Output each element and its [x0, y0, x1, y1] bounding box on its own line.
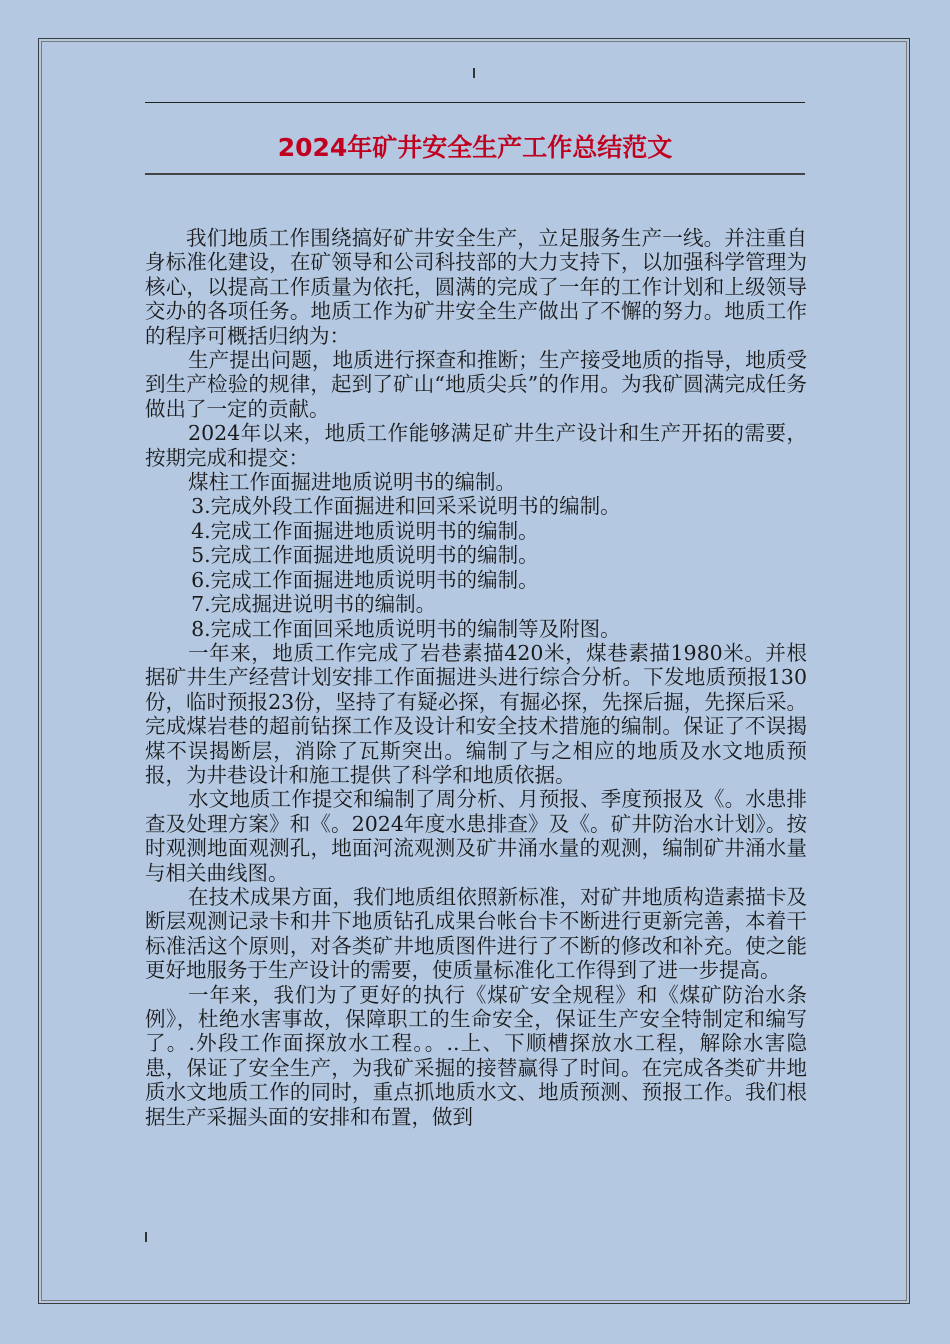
paragraph: 在技术成果方面，我们地质组依照新标准，对矿井地质构造素描卡及断层观测记录卡和井下地质钻孔成果台帐台卡不断进行更新完善，本着干标准活这个原则，对各类矿井地质图件进行了不断的修改和补充。使之能更好地服务于生产设计的需要，使质量标准化工作得到了进一步提高。: [145, 884, 807, 983]
paragraph: 我们地质工作围绕搞好矿井安全生产，立足服务生产一线。并注重自身标准化建设，在矿领导和公司科技部的大力支持下，以加强科学管理为核心，以提高工作质量为依托，圆满的完成了一年的工作计划和上级领导交办的各项任务。地质工作为矿井安全生产做出了不懈的努力。地质工作的程序可概括归纳为：: [145, 226, 807, 348]
document-body: [145, 226, 807, 1129]
header-rule: [145, 102, 805, 103]
list-item: 煤柱工作面掘进地质说明书的编制。: [188, 470, 517, 495]
list-item: 7.完成掘进说明书的编制。: [191, 592, 437, 617]
list-item: 8.完成工作面回采地质说明书的编制等及附图。: [191, 616, 621, 641]
paragraph: 2024年以来，地质工作能够满足矿井生产设计和生产开拓的需要，按期完成和提交：: [145, 421, 807, 470]
paragraph: 水文地质工作提交和编制了周分析、月预报、季度预报及《。水患排查及处理方案》和《。2024年度水患排查》及《。矿井防治水计划》。按时观测地面观测孔，地面河流观测及矿井涌水量的观测，编制矿井涌水量与相关曲线图。: [145, 787, 807, 885]
list-item: 3.完成外段工作面掘进和回采采说明书的编制。: [191, 494, 621, 519]
paragraph: 生产提出问题，地质进行探查和推断；生产接受地质的指导，地质受到生产检验的规律，起到了矿山“地质尖兵”的作用。为我矿圆满完成任务做出了一定的贡献。: [145, 348, 807, 421]
list-item: 6.完成工作面掘进地质说明书的编制。: [191, 567, 539, 592]
paragraph: 一年来，我们为了更好的执行《煤矿安全规程》和《煤矿防治水条例》，杜绝水害事故，保障职工的生命安全，保证生产安全特制定和编写了。.外段工作面探放水工程。。..上、下顺槽探放水工程，解除水害隐患，保证了安全生产，为我矿采掘的接替赢得了时间。在完成各类矿井地质水文地质工作的同时，重点抓地质水文、地质预测、预报工作。我们根据生产采掘头面的安排和布置，做到: [145, 982, 807, 1129]
list-item: 5.完成工作面掘进地质说明书的编制。: [191, 543, 539, 568]
header-mark: [473, 68, 475, 78]
list-item: 4.完成工作面掘进地质说明书的编制。: [191, 518, 539, 543]
paragraph: 一年来，地质工作完成了岩巷素描420米，煤巷素描1980米。并根据矿井生产经营计划安排工作面掘进头进行综合分析。下发地质预报130份，临时预报23份，坚持了有疑必探，有掘必探，先探后掘，先探后采。完成煤岩巷的超前钻探工作及设计和安全技术措施的编制。保证了不误揭煤不误揭断层，消除了瓦斯突出。编制了与之相应的地质及水文地质预报，为井巷设计和施工提供了科学和地质依据。: [145, 640, 807, 787]
title-rule: [145, 173, 805, 175]
footer-mark: [145, 1232, 147, 1242]
document-title: 2024年矿井安全生产工作总结范文: [277, 133, 673, 162]
